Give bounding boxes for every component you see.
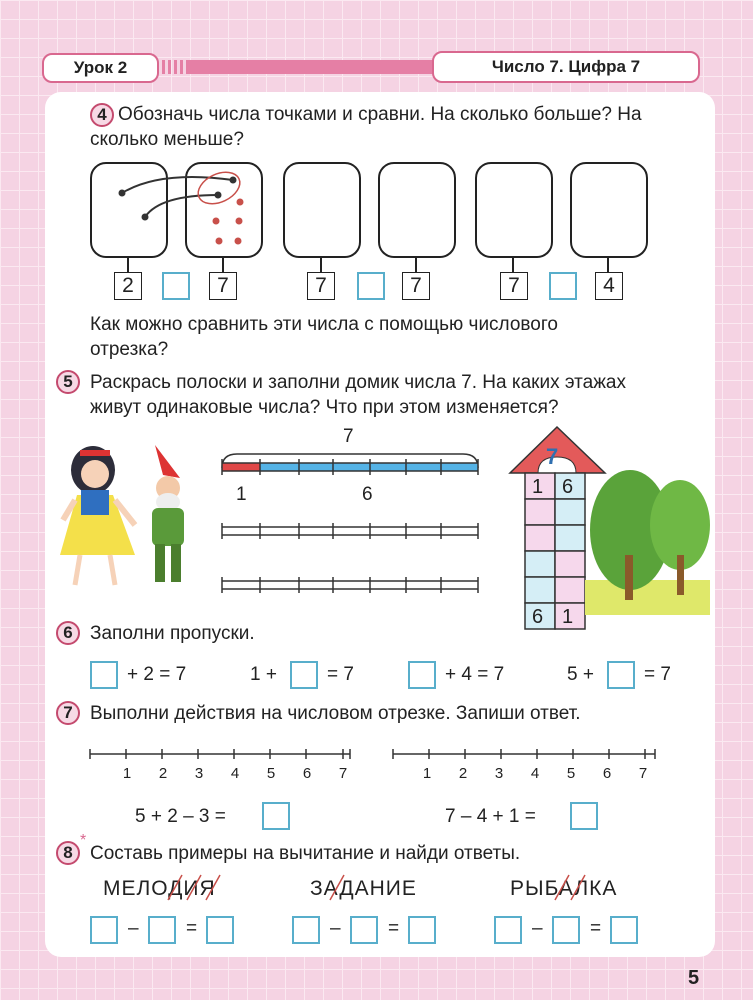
snow-white-and-dwarf-illustration — [55, 440, 195, 595]
answer-box[interactable] — [350, 916, 378, 944]
page-number: 5 — [688, 967, 700, 989]
task-6-number: 6 — [56, 621, 80, 645]
answer-box[interactable] — [206, 916, 234, 944]
minus-sign: – — [330, 918, 341, 939]
tick-label: 3 — [194, 765, 204, 782]
answer-box[interactable] — [610, 916, 638, 944]
answer-box[interactable] — [90, 661, 118, 689]
minus-sign: – — [532, 918, 543, 939]
answer-box[interactable] — [494, 916, 522, 944]
house-cell: 1 — [532, 476, 544, 498]
tick-label: 5 — [566, 765, 576, 782]
lesson-label: Урок 2 — [42, 53, 159, 83]
segment-part-1-label: 1 — [236, 484, 247, 505]
house-cell: 6 — [532, 606, 544, 628]
answer-box[interactable] — [552, 916, 580, 944]
equation-text: = 7 — [644, 664, 671, 685]
tick-label: 6 — [602, 765, 612, 782]
equation-text: 1 + — [250, 664, 277, 685]
tick-label: 6 — [302, 765, 312, 782]
task-5-line1: Раскрась полоски и заполни домик числа 7. На каких этажах — [90, 372, 626, 393]
answer-box[interactable] — [262, 802, 290, 830]
number-card: 7 — [500, 272, 528, 300]
answer-box[interactable] — [570, 802, 598, 830]
tick-label: 2 — [158, 765, 168, 782]
number-card: 2 — [114, 272, 142, 300]
number-card: 7 — [209, 272, 237, 300]
answer-box[interactable] — [148, 916, 176, 944]
task-8-title: Составь примеры на вычитание и найди ответы. — [90, 843, 521, 864]
compare-sign-box[interactable] — [357, 272, 385, 300]
tick-label: 2 — [458, 765, 468, 782]
task-5-line2: живут одинаковые числа? Что при этом изменяется? — [90, 397, 559, 418]
equals-sign: = — [388, 918, 400, 939]
equation-text: 5 + — [567, 664, 594, 685]
answer-box[interactable] — [90, 916, 118, 944]
tick-label: 4 — [230, 765, 240, 782]
task-4-number: 4 — [90, 103, 114, 127]
task-7-number: 7 — [56, 701, 80, 725]
house-cell: 6 — [562, 476, 574, 498]
number-card: 4 — [595, 272, 623, 300]
tick-label: 3 — [494, 765, 504, 782]
house-roof-number: 7 — [546, 444, 559, 469]
task-4-line2: сколько меньше? — [90, 129, 244, 150]
answer-box[interactable] — [607, 661, 635, 689]
equals-sign: = — [590, 918, 602, 939]
dot-matching-illustration — [0, 0, 753, 300]
number-card: 7 — [307, 272, 335, 300]
minus-sign: – — [128, 918, 139, 939]
house-cell: 1 — [562, 606, 574, 628]
segment-part-2-label: 6 — [362, 484, 373, 505]
task-4-line1: Обозначь числа точками и сравни. На сколько больше? На — [118, 104, 642, 125]
answer-box[interactable] — [408, 916, 436, 944]
task-8-number: 8 — [56, 841, 80, 865]
word: МЕЛОДИЯ — [103, 877, 216, 900]
tick-label: 4 — [530, 765, 540, 782]
compare-sign-box[interactable] — [549, 272, 577, 300]
answer-box[interactable] — [292, 916, 320, 944]
tick-label: 7 — [338, 765, 348, 782]
tick-label: 7 — [638, 765, 648, 782]
number-lines — [85, 745, 665, 765]
number-card: 7 — [402, 272, 430, 300]
equals-sign: = — [186, 918, 198, 939]
tick-label: 5 — [266, 765, 276, 782]
answer-box[interactable] — [408, 661, 436, 689]
segment-total-label: 7 — [343, 426, 354, 447]
word: ЗАДАНИЕ — [310, 877, 417, 900]
task-4-question-line2: отрезка? — [90, 339, 169, 360]
compare-sign-box[interactable] — [162, 272, 190, 300]
trees-illustration — [585, 455, 710, 615]
equation-text: + 4 = 7 — [445, 664, 505, 685]
task-4-question-line1: Как можно сравнить эти числа с помощью числового — [90, 314, 558, 335]
strip-segments[interactable] — [215, 440, 490, 600]
star-mark: * — [80, 832, 87, 849]
equation-text: = 7 — [327, 664, 354, 685]
word: РЫБАЛКА — [510, 877, 618, 900]
task-5-number: 5 — [56, 370, 80, 394]
tick-label: 1 — [422, 765, 432, 782]
equation-text: + 2 = 7 — [127, 664, 187, 685]
equation-text: 7 – 4 + 1 = — [445, 806, 536, 827]
equation-text: 5 + 2 – 3 = — [135, 806, 226, 827]
crossed-letters-marks — [0, 870, 753, 910]
answer-box[interactable] — [290, 661, 318, 689]
task-7-title: Выполни действия на числовом отрезке. Запиши ответ. — [90, 703, 581, 724]
task-6-title: Заполни пропуски. — [90, 623, 255, 644]
tick-label: 1 — [122, 765, 132, 782]
topic-label: Число 7. Цифра 7 — [432, 51, 700, 83]
